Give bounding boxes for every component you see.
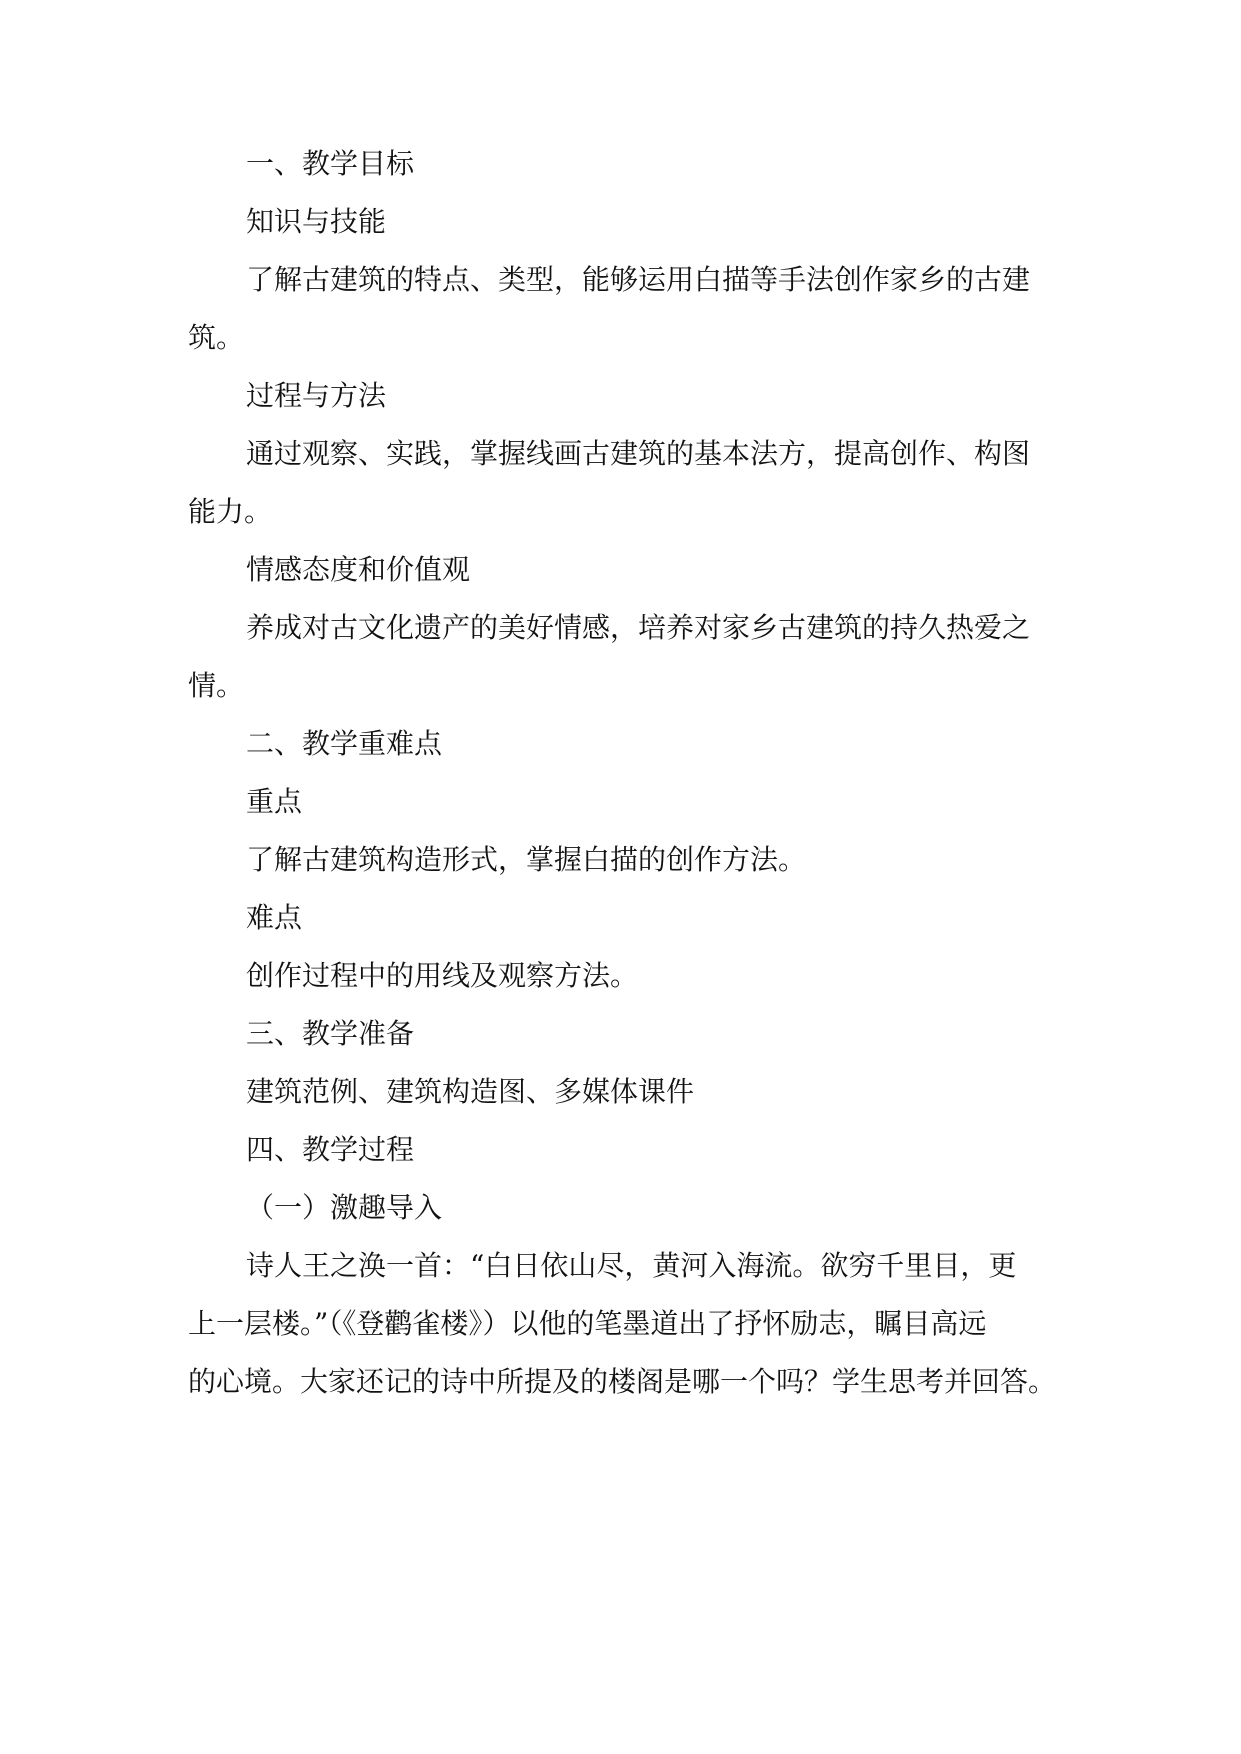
- paragraph-line: 创作过程中的用线及观察方法。: [246, 959, 639, 992]
- subheading-emotion-values: 情感态度和价值观: [246, 553, 471, 586]
- paragraph-line: 上一层楼。”（《登鹳雀楼》）以他的笔墨道出了抒怀励志，瞩目高远: [188, 1307, 987, 1340]
- paragraph-line: 的心境。大家还记的诗中所提及的楼阁是哪一个吗？学生思考并回答。: [188, 1365, 1057, 1398]
- heading-teaching-process: 四、教学过程: [246, 1133, 415, 1166]
- subheading-knowledge-skills: 知识与技能: [246, 205, 387, 238]
- paragraph-line: 了解古建筑的特点、类型，能够运用白描等手法创作家乡的古建: [246, 263, 1031, 296]
- subheading-introduction: （一）激趣导入: [246, 1191, 443, 1224]
- paragraph-line: 了解古建筑构造形式，掌握白描的创作方法。: [246, 843, 807, 876]
- paragraph-line: 养成对古文化遗产的美好情感，培养对家乡古建筑的持久热爱之: [246, 611, 1031, 644]
- subheading-key-points: 重点: [246, 785, 303, 818]
- subheading-difficult-points: 难点: [246, 901, 303, 934]
- paragraph-line: 建筑范例、建筑构造图、多媒体课件: [246, 1075, 695, 1108]
- paragraph-line: 能力。: [188, 495, 273, 528]
- paragraph-line: 情。: [188, 669, 245, 702]
- heading-teaching-objectives: 一、教学目标: [246, 147, 415, 180]
- paragraph-line: 筑。: [188, 321, 245, 354]
- paragraph-line: 诗人王之涣一首：“白日依山尽，黄河入海流。欲穷千里目，更: [246, 1249, 1017, 1282]
- heading-key-difficult-points: 二、教学重难点: [246, 727, 443, 760]
- heading-teaching-preparation: 三、教学准备: [246, 1017, 415, 1050]
- paragraph-line: 通过观察、实践，掌握线画古建筑的基本法方，提高创作、构图: [246, 437, 1031, 470]
- subheading-process-methods: 过程与方法: [246, 379, 387, 412]
